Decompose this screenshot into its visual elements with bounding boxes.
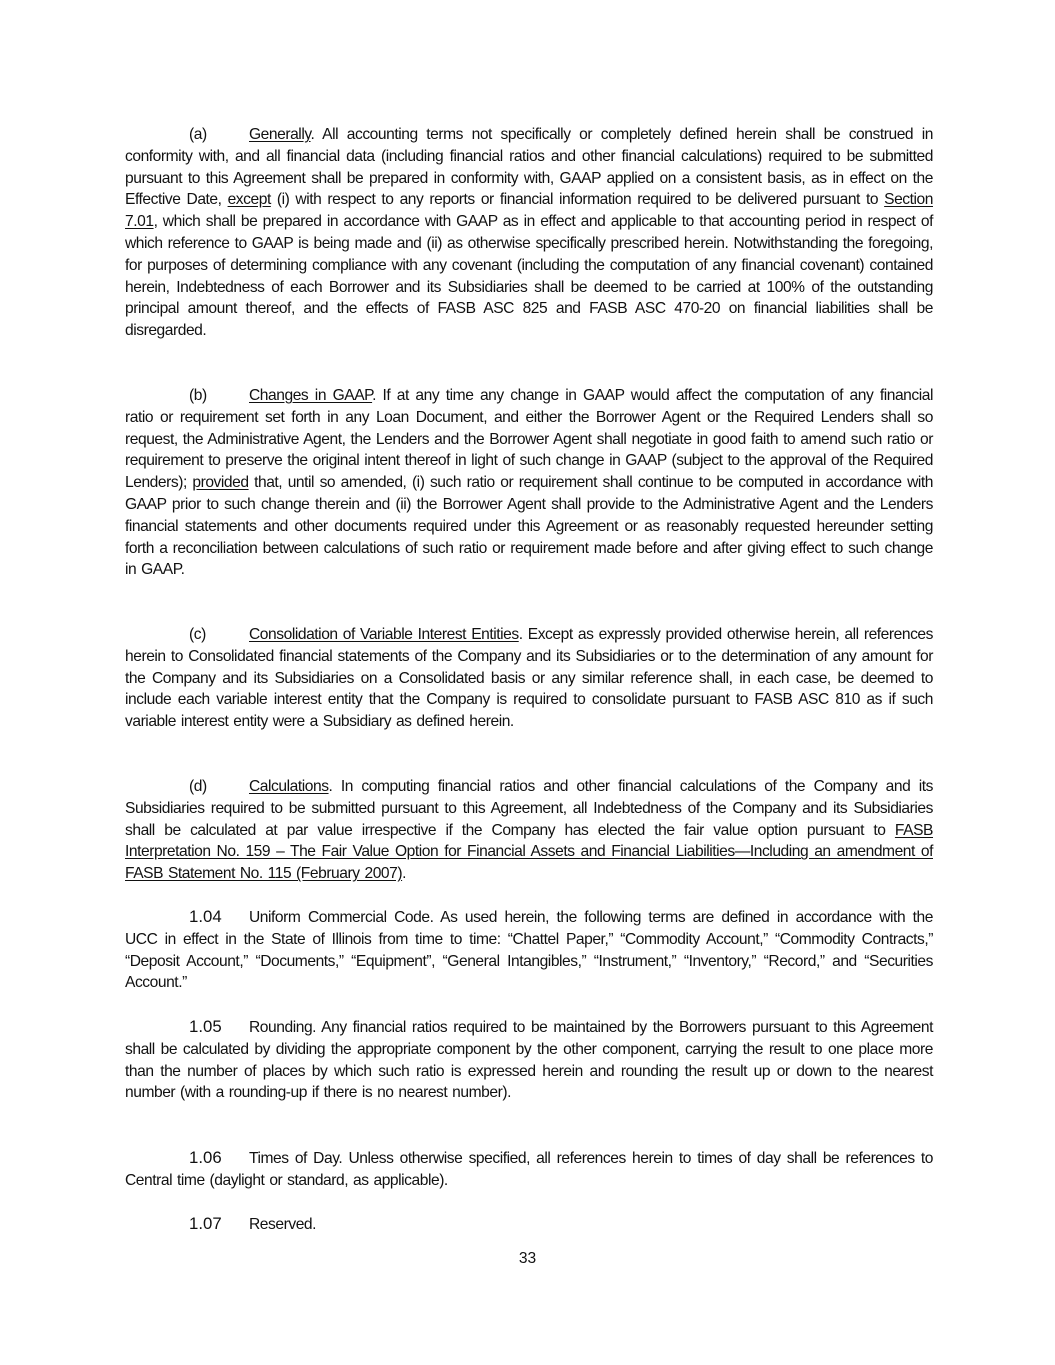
emphasis-provided: provided — [192, 474, 249, 492]
paragraph-label: (a) — [189, 126, 207, 143]
section-text: Times of Day. Unless otherwise specified, all references herein to times of day shall be references to Central time (daylight or standard, as applicable). — [125, 1150, 933, 1189]
section-1-04 — [125, 906, 933, 994]
section-1-07 — [125, 1213, 933, 1236]
section-text: Uniform Commercial Code. As used herein, the following terms are defined in accordance with the UCC in effect in the State of Illinois from time to time: “Chattel Paper,” “Commodity Account,” “Commodity Contracts,” “Deposit Account,” “Documents,” “Equipment”, “General Intangibles,” “Instrument,” “Inventory,” “Record,” and “Securities Account.” — [125, 909, 933, 992]
paragraph-heading: Changes in GAAP — [249, 387, 373, 404]
paragraph-heading: Generally — [249, 126, 311, 143]
paragraph-label: (d) — [189, 778, 207, 795]
paragraph-heading: Calculations — [249, 778, 329, 795]
paragraph-label: (b) — [189, 387, 207, 404]
section-1-05 — [125, 1016, 933, 1104]
paragraph-c-consolidation: (c) Consolidation of Variable Interest Entities. Except as expressly provided otherwise herein, all references herein to Consolidated financial statements of the Company and its Subsidiaries or to the determination of any amount for the Company and its Subsidiaries on a Consolidated basis or any similar reference shall, in each case, be deemed to include each variable interest entity that the Company is required to consolidate pursuant to FASB ASC 810 as if such variable interest entity were a Subsidiary as defined herein. — [125, 626, 933, 731]
section-reference: Section 7.01 — [125, 191, 933, 231]
paragraph-heading: Consolidation of Variable Interest Entities — [249, 626, 519, 643]
section-number: 1.05 — [189, 1017, 222, 1036]
emphasis-except: except — [227, 191, 271, 209]
fasb-reference: FASB Interpretation No. 159 – The Fair Value Option for Financial Assets and Financial Liabilities—Including an amendment of FASB Statement No. 115 (February 2007) — [125, 821, 933, 883]
section-text: Reserved. — [249, 1216, 317, 1233]
page-number: 33 — [518, 1250, 537, 1267]
section-number: 1.06 — [189, 1148, 222, 1167]
section-number: 1.07 — [189, 1214, 222, 1233]
paragraph-b-changes-in-gaap: (b) Changes in GAAP. If at any time any change in GAAP would affect the computation of any financial ratio or requirement set forth in any Loan Document, and either the Borrower Agent or the Required Lenders shall so request, the Administrative Agent, the Lenders and the Borrower Agent shall negotiate in good faith to amend such ratio or requirement to preserve the original intent thereof in light of such change in GAAP (subject to the approval of the Required Lenders); provided that, until so amended, (i) such ratio or requirement shall continue to be computed in accordance with GAAP prior to such change therein and (ii) the Borrower Agent shall provide to the Administrative Agent and the Lenders financial statements and other documents required under this Agreement or as reasonably requested hereunder setting forth a reconciliation between calculations of such ratio or requirement made before and after giving effect to such change in GAAP. — [125, 387, 934, 579]
paragraph-a-generally: (a) Generally. All accounting terms not specifically or completely defined herein shall be construed in conformity with, and all financial data (including financial ratios and other financial calculations) required to be submitted pursuant to this Agreement shall be prepared in conformity with, GAAP applied on a consistent basis, as in effect on the Effective Date, except (i) with respect to any reports or financial information required to be delivered pursuant to Section 7.01, which shall be prepared in accordance with GAAP as in effect and applicable to that accounting period in respect of which reference to GAAP is being made and (ii) as otherwise specifically prescribed herein. Notwithstanding the foregoing, for purposes of determining compliance with any covenant (including the computation of any financial covenant) contained herein, Indebtedness of each Borrower and its Subsidiaries shall be deemed to be carried at 100% of the outstanding principal amount thereof, and the effects of FASB ASC 825 and FASB ASC 470-20 on financial liabilities shall be disregarded. — [125, 126, 933, 340]
paragraph-label: (c) — [189, 626, 206, 643]
section-number: 1.04 — [189, 907, 222, 926]
section-1-06 — [125, 1147, 933, 1192]
section-text: Rounding. Any financial ratios required to be maintained by the Borrowers pursuant to this Agreement shall be calculated by dividing the appropriate component by the other component, carrying the result to one place more than the number of places by which such ratio is expressed herein and rounding the result up or down to the nearest number (with a rounding-up if there is no nearest number). — [125, 1019, 933, 1102]
paragraph-d-calculations: (d) Calculations. In computing financial ratios and other financial calculations of the Company and its Subsidiaries required to be submitted pursuant to this Agreement, all Indebtedness of the Company and its Subsidiaries shall be calculated at par value irrespective if the Company has elected the fair value option pursuant to FASB Interpretation No. 159 – The Fair Value Option for Financial Assets and Financial Liabilities—Including an amendment of FASB Statement No. 115 (February 2007). — [125, 778, 933, 883]
